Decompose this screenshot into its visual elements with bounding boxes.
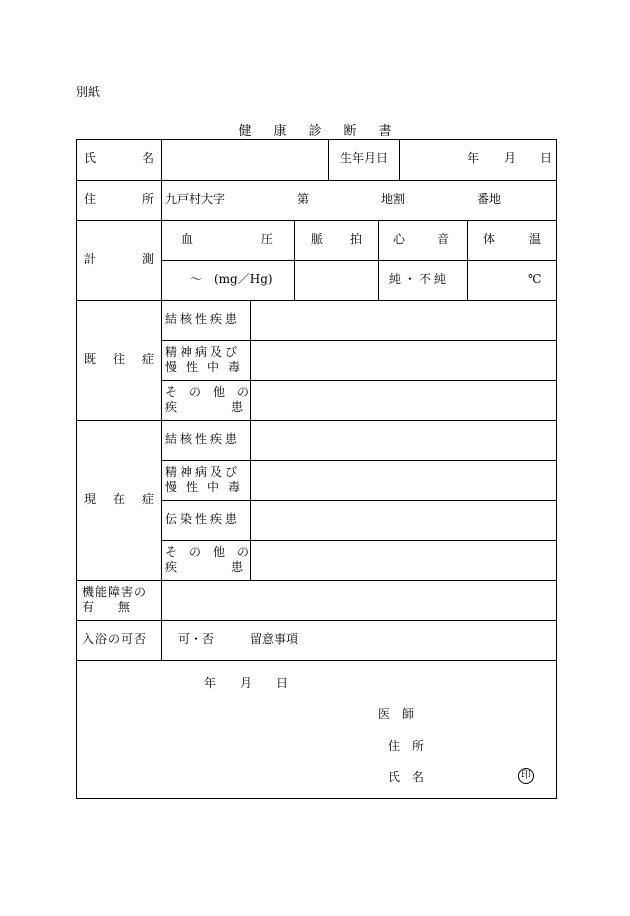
row-divider: [162, 340, 556, 341]
title-char-2: 康: [273, 124, 287, 139]
row-divider: [162, 380, 556, 381]
current-tb-label: 結核性疾患: [165, 432, 241, 446]
row-divider: [162, 540, 556, 541]
signature-month-label: 月: [240, 676, 253, 690]
appendix-label: 別紙: [76, 85, 101, 99]
row-divider: [162, 260, 556, 261]
heart-sound-label: 心 音: [393, 232, 449, 246]
body-temperature-label: 体 温: [483, 232, 541, 246]
column-divider: [294, 220, 295, 300]
name-label: 氏 名: [84, 151, 154, 165]
address-label: 住 所: [84, 192, 154, 206]
birth-month-label: 月: [504, 151, 517, 165]
village-label: 九戸村大字: [165, 192, 226, 206]
address-dai-label: 第: [297, 192, 310, 206]
disability-label-2: 有 無: [82, 600, 131, 614]
row-divider: [77, 300, 556, 301]
signature-day-label: 日: [276, 676, 289, 690]
row-divider: [77, 660, 556, 661]
row-divider: [162, 460, 556, 461]
past-tb-label: 結核性疾患: [165, 312, 241, 326]
column-divider: [467, 220, 468, 300]
column-divider: [378, 220, 379, 300]
title-char-4: 断: [343, 124, 357, 139]
current-illness-label: 現 在 症: [84, 492, 154, 506]
row-divider: [77, 580, 556, 581]
blood-pressure-unit: ～ (mg／Hg): [190, 272, 273, 286]
title-char-3: 診: [308, 124, 322, 139]
blood-pressure-label: 血 圧: [181, 232, 273, 246]
past-other-label-2: 疾 患: [165, 400, 243, 414]
seal-mark: 印: [518, 768, 534, 784]
current-other-label-1: その他の: [165, 545, 262, 559]
birth-day-label: 日: [540, 151, 553, 165]
doctor-label: 医 師: [378, 707, 415, 721]
current-other-label-2: 疾 患: [165, 560, 243, 574]
signature-year-label: 年: [204, 676, 217, 690]
title-char-5: 書: [378, 124, 392, 139]
past-mental-label-1: 精神病及び: [165, 345, 241, 359]
bathing-options: 可・否: [178, 632, 215, 646]
current-infectious-label: 伝染性疾患: [165, 512, 241, 526]
form-title: [0, 120, 630, 139]
past-mental-label-2: 慢性中毒: [165, 360, 250, 374]
past-illness-label: 既 往 症: [84, 352, 154, 366]
measurement-label: 計 測: [84, 252, 154, 266]
address-banchi-label: 番地: [477, 192, 502, 206]
title-char-1: 健: [238, 124, 252, 139]
column-divider: [399, 140, 400, 180]
pulse-label: 脈 拍: [311, 232, 362, 246]
column-divider: [250, 300, 251, 580]
current-mental-label-2: 慢性中毒: [165, 480, 250, 494]
doctor-address-label: 住 所: [388, 739, 425, 753]
current-mental-label-1: 精神病及び: [165, 465, 241, 479]
row-divider: [77, 620, 556, 621]
temperature-unit: ℃: [528, 272, 542, 286]
row-divider: [77, 220, 556, 221]
row-divider: [77, 420, 556, 421]
birth-date-label: 生年月日: [340, 151, 389, 165]
doctor-name-label: 氏 名: [388, 770, 425, 784]
row-divider: [77, 180, 556, 181]
heart-sound-value: 純・不純: [389, 272, 450, 286]
column-divider: [161, 620, 162, 660]
bathing-notes-label: 留意事項: [250, 632, 299, 646]
address-jiwari-label: 地割: [381, 192, 406, 206]
column-divider: [161, 140, 162, 620]
birth-year-label: 年: [467, 151, 480, 165]
column-divider: [328, 140, 329, 180]
row-divider: [162, 500, 556, 501]
past-other-label-1: その他の: [165, 385, 262, 399]
bathing-label: 入浴の可否: [82, 632, 148, 646]
disability-label-1: 機能障害の: [82, 585, 148, 599]
